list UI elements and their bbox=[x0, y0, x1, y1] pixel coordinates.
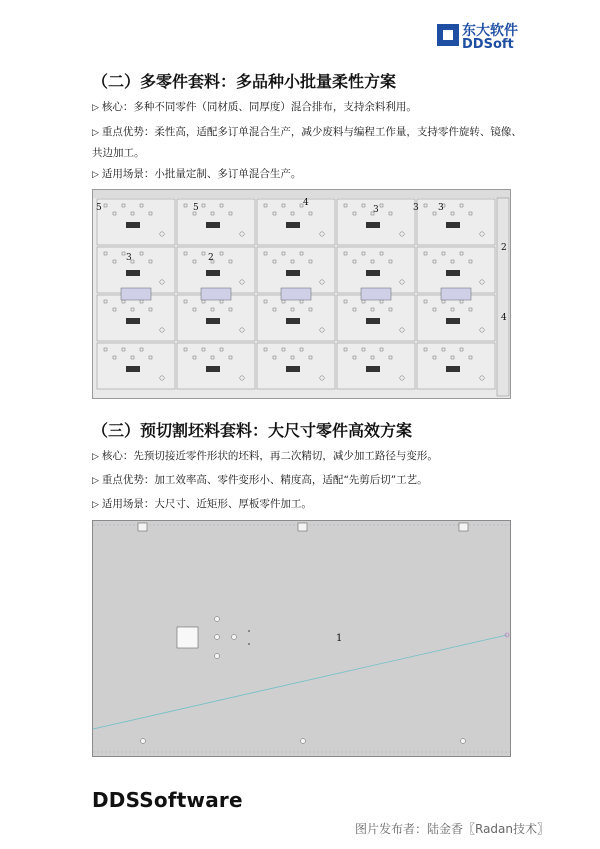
section2-bullet-3 bbox=[92, 164, 522, 185]
part-label: 5 bbox=[96, 203, 102, 213]
part-label: 4 bbox=[303, 198, 309, 208]
part-label: 2 bbox=[208, 253, 214, 263]
part-label: 3 bbox=[373, 205, 379, 215]
part-label: 3 bbox=[413, 203, 419, 213]
bullet-text: 重点优势：柔性高，适配多订单混合生产，减少废料与编程工作量，支持零件旋转、镜像、共边加工。 bbox=[92, 126, 522, 159]
logo-english-text: DDSoft bbox=[462, 37, 514, 52]
triangle-bullet-icon: ▷ bbox=[92, 452, 99, 462]
part-label: 5 bbox=[193, 203, 199, 213]
section3-heading: （三）预切割坯料套料：大尺寸零件高效方案 bbox=[92, 421, 413, 440]
footer-brand: DDSSoftware bbox=[92, 788, 243, 812]
section2-bullet-1 bbox=[92, 97, 522, 118]
bullet-text: 适用场景：大尺寸、近矩形、厚板零件加工。 bbox=[101, 498, 312, 510]
section2-heading: （二）多零件套料：多品种小批量柔性方案 bbox=[92, 72, 397, 91]
part-number-label: 1 bbox=[336, 633, 343, 644]
triangle-bullet-icon: ▷ bbox=[92, 128, 99, 138]
section3-bullet-3 bbox=[92, 494, 522, 515]
multi-part-nesting-figure bbox=[92, 189, 511, 399]
triangle-bullet-icon: ▷ bbox=[92, 103, 99, 113]
pre-cut-blank-figure bbox=[92, 520, 511, 757]
nesting-sheet-drawing bbox=[93, 190, 510, 398]
blank-sheet-drawing bbox=[93, 521, 510, 756]
section2-bullet-2 bbox=[92, 122, 522, 163]
part-label: 4 bbox=[501, 313, 507, 323]
bullet-text: 核心：多种不同零件（同材质、同厚度）混合排布，支持余料利用。 bbox=[101, 101, 417, 113]
logo-chinese-text: 东大软件 bbox=[462, 23, 518, 39]
bullet-text: 适用场景：小批量定制、多订单混合生产。 bbox=[101, 168, 302, 180]
bullet-text: 重点优势：加工效率高、零件变形小、精度高，适配“先剪后切”工艺。 bbox=[101, 474, 428, 486]
section3-bullet-2 bbox=[92, 470, 522, 491]
dddsoft-logo-icon bbox=[437, 24, 459, 46]
part-label: 2 bbox=[501, 243, 507, 253]
bullet-text: 核心：先预切接近零件形状的坯料，再二次精切，减少加工路径与变形。 bbox=[101, 450, 438, 462]
triangle-bullet-icon: ▷ bbox=[92, 170, 99, 180]
triangle-bullet-icon: ▷ bbox=[92, 476, 99, 486]
image-publisher-credit: 图片发布者：陆金香〖Radan技术〗 bbox=[355, 822, 550, 836]
triangle-bullet-icon: ▷ bbox=[92, 500, 99, 510]
section3-bullet-1 bbox=[92, 446, 522, 467]
part-label: 3 bbox=[126, 253, 132, 263]
part-label: 3 bbox=[438, 203, 444, 213]
